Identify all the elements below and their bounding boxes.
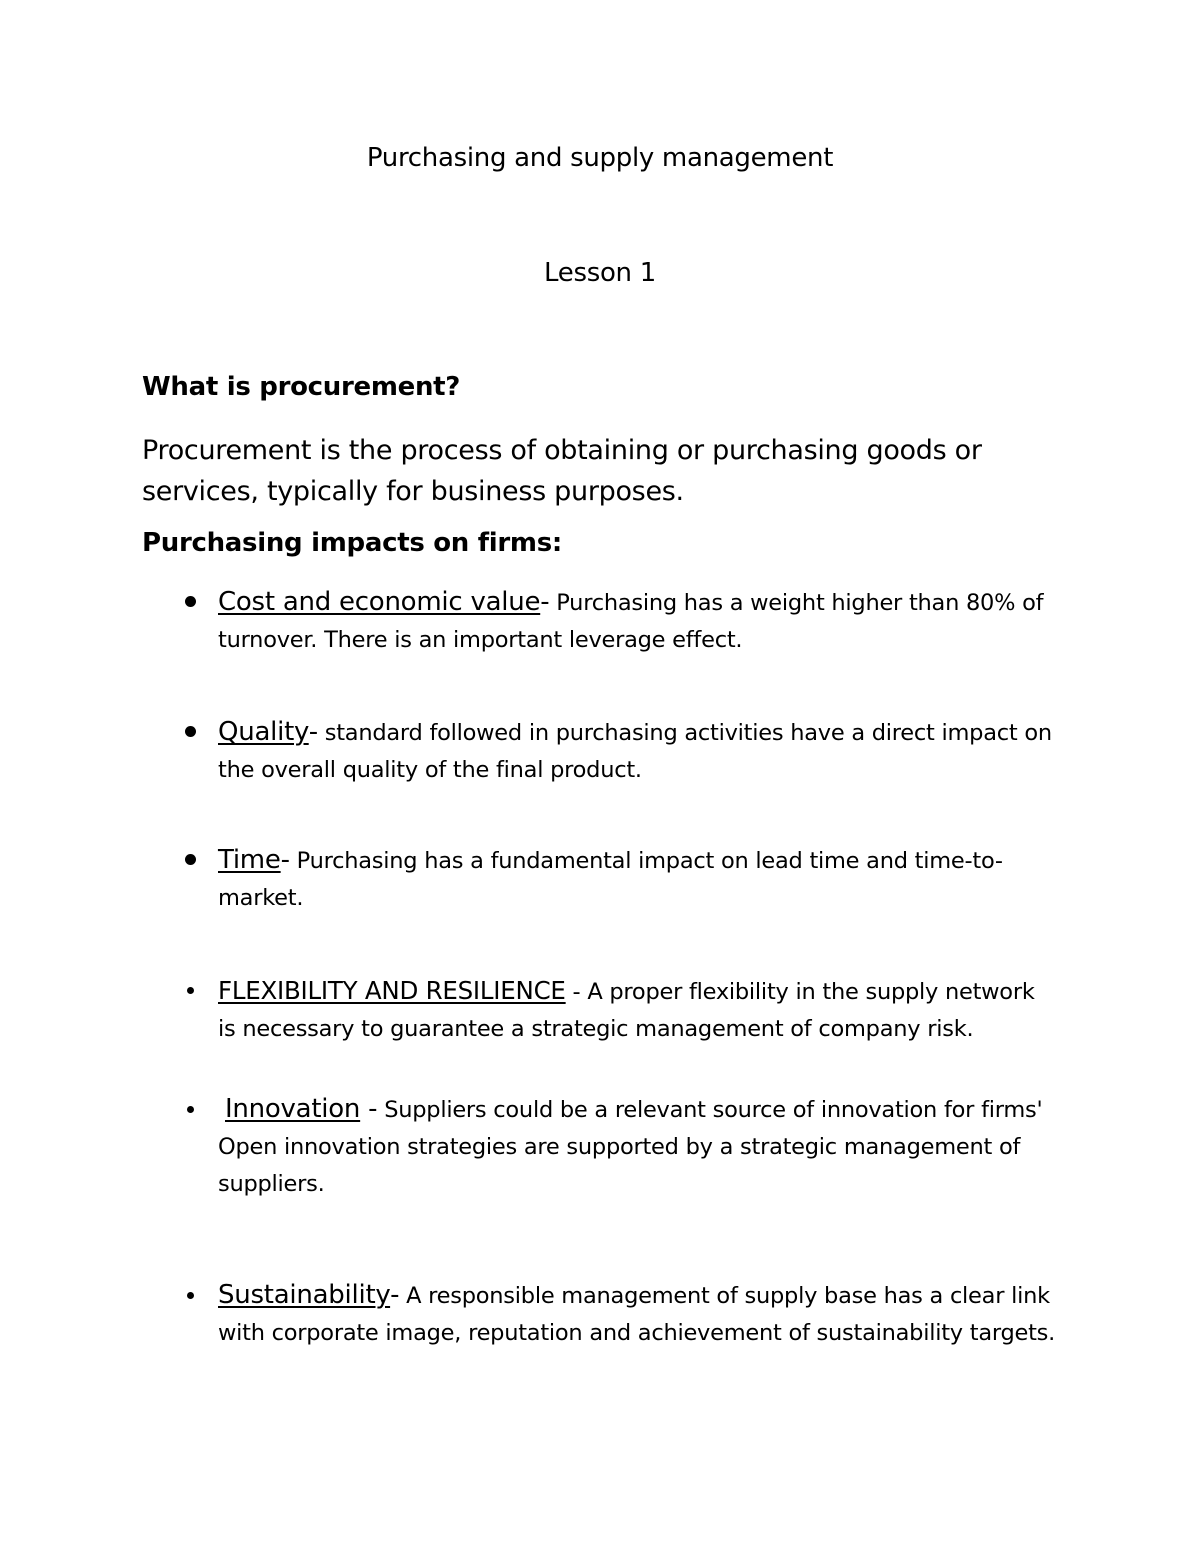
impacts-heading: Purchasing impacts on firms: [142,528,562,558]
impact-text: Suppliers could be a relevant source of innovation for firms' [377,1097,1043,1123]
impact-term: Quality [218,717,309,747]
definition-line-1: Procurement is the process of obtaining or purchasing goods or [142,435,982,466]
impact-term: Innovation [225,1094,361,1124]
list-item-time [218,842,1118,917]
bullet-icon [185,726,196,737]
impact-text-line-2: turnover. There is an important leverage effect. [218,627,743,653]
impact-separator: - [540,587,550,617]
impact-separator: - [565,979,581,1005]
impact-text-line-2: the overall quality of the final product. [218,757,642,783]
impact-text-line-2: is necessary to guarantee a strategic management of company risk. [218,1016,974,1042]
impact-term: Time [218,845,281,875]
impact-text-line-2: Open innovation strategies are supported by a strategic management of [218,1134,1021,1160]
document-title: Purchasing and supply management [366,143,834,173]
procurement-definition [142,430,1002,512]
list-item-line [218,842,1118,880]
bullet-icon [187,987,194,994]
list-item-line [218,714,1118,752]
list-item-flexibility [218,972,1118,1048]
impact-text: A responsible management of supply base has a clear link [399,1283,1050,1309]
list-item-line [218,1091,1118,1129]
impact-text: Purchasing has a weight higher than 80% of [549,590,1044,616]
list-item-line [218,972,1118,1011]
list-item-cost [218,584,1118,659]
question-heading: What is procurement? [142,372,461,402]
impact-text: A proper flexibility in the supply network [580,979,1035,1005]
bullet-icon [187,1106,194,1113]
impact-term: Sustainability [218,1280,391,1310]
definition-line-2: services, typically for business purposes. [142,476,684,507]
impact-text-line-3: suppliers. [218,1171,325,1197]
list-item-innovation [218,1091,1118,1203]
list-item-sustainability [218,1277,1118,1352]
impact-separator: - [360,1094,378,1124]
bullet-icon [185,854,196,865]
impact-text: standard followed in purchasing activities have a direct impact on [317,720,1052,746]
lesson-label: Lesson 1 [544,258,656,288]
impact-text-line-2: with corporate image, reputation and achievement of sustainability targets. [218,1320,1056,1346]
list-item-quality [218,714,1118,789]
impact-text: Purchasing has a fundamental impact on lead time and time-to- [289,848,1003,874]
impact-separator: - [390,1280,400,1310]
impact-text-line-2: market. [218,885,304,911]
bullet-icon [187,1292,194,1299]
list-item-line [218,584,1118,622]
bullet-icon [185,596,196,607]
list-item-line [218,1277,1118,1315]
impact-separator: - [308,717,318,747]
impact-term: Cost and economic value [218,587,541,617]
impact-separator: - [280,845,290,875]
impact-term: FLEXIBILITY AND RESILIENCE [218,976,566,1005]
